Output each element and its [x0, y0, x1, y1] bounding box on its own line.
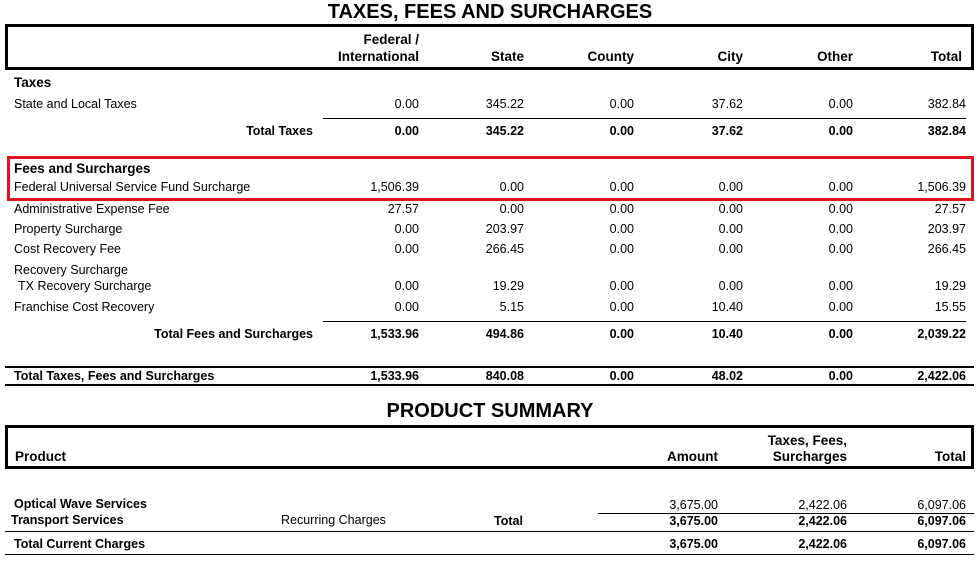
col-tfs-line2: Surcharges: [772, 449, 847, 464]
row-other: 0.00: [828, 202, 853, 216]
fees-section-label: Fees and Surcharges: [14, 161, 151, 176]
product-amount: 3,675.00: [669, 498, 718, 512]
row-federal: 0.00: [394, 97, 419, 111]
col-product: Product: [15, 449, 67, 464]
row-city: 0.00: [718, 242, 743, 256]
row-state: 840.08: [485, 369, 524, 383]
row-county: 0.00: [609, 242, 634, 256]
transport-label: Transport Services: [11, 513, 124, 527]
total-fees-label: Total Fees and Surcharges: [154, 327, 313, 341]
current-tfs: 2,422.06: [798, 537, 847, 551]
row-state: 203.97: [485, 222, 524, 236]
row-other: 0.00: [828, 124, 853, 138]
row-other: 0.00: [828, 97, 853, 111]
row-other: 0.00: [828, 242, 853, 256]
taxes-title: TAXES, FEES AND SURCHARGES: [327, 1, 653, 23]
row-city: 0.00: [718, 279, 743, 293]
row-county: 0.00: [609, 327, 634, 341]
row-state: 0.00: [499, 180, 524, 194]
row-county: 0.00: [609, 124, 634, 138]
row-other: 0.00: [828, 279, 853, 293]
row-total: 19.29: [934, 279, 966, 293]
row-state: 494.86: [485, 327, 524, 341]
divider: [5, 384, 974, 386]
divider: [323, 118, 966, 119]
recovery-group-label: Recovery Surcharge: [14, 263, 128, 277]
row-city: 0.00: [718, 202, 743, 216]
row-city: 10.40: [711, 300, 743, 314]
row-state: 345.22: [485, 97, 524, 111]
row-federal: 0.00: [394, 222, 419, 236]
row-county: 0.00: [609, 97, 634, 111]
row-other: 0.00: [828, 180, 853, 194]
row-state: 19.29: [492, 279, 524, 293]
col-ps-total: Total: [934, 449, 966, 464]
row-federal: 1,506.39: [370, 180, 419, 194]
row-federal: 0.00: [394, 124, 419, 138]
total-taxes-label: Total Taxes: [246, 124, 313, 138]
row-total: 382.84: [927, 97, 966, 111]
subtotal-label: Total: [494, 514, 523, 528]
row-total: 203.97: [927, 222, 966, 236]
row-total: 266.45: [927, 242, 966, 256]
current-amount: 3,675.00: [669, 537, 718, 551]
divider: [323, 321, 966, 322]
product-summary-title: PRODUCT SUMMARY: [386, 400, 594, 422]
row-other: 0.00: [828, 222, 853, 236]
taxes-section-label: Taxes: [14, 75, 52, 90]
col-tfs-line1: Taxes, Fees,: [767, 433, 847, 448]
grand-total-label: Total Taxes, Fees and Surcharges: [14, 369, 215, 383]
transport-tfs: 2,422.06: [798, 514, 847, 528]
row-state: 5.15: [499, 300, 524, 314]
col-other: Other: [816, 49, 853, 64]
col-city: City: [717, 49, 743, 64]
row-label: Property Surcharge: [14, 222, 123, 236]
row-other: 0.00: [828, 369, 853, 383]
col-county: County: [587, 49, 634, 64]
row-federal: 0.00: [394, 242, 419, 256]
row-other: 0.00: [828, 327, 853, 341]
row-total: 27.57: [934, 202, 966, 216]
col-federal-line1: Federal /: [363, 32, 419, 47]
row-county: 0.00: [609, 180, 634, 194]
row-other: 0.00: [828, 300, 853, 314]
row-federal: 27.57: [387, 202, 419, 216]
row-state: 345.22: [485, 124, 524, 138]
row-total: 382.84: [927, 124, 966, 138]
transport-total: 6,097.06: [917, 514, 966, 528]
row-city: 0.00: [718, 180, 743, 194]
transport-amount: 3,675.00: [669, 514, 718, 528]
row-total: 2,422.06: [917, 369, 966, 383]
col-state: State: [490, 49, 524, 64]
product-total: 6,097.06: [917, 498, 966, 512]
row-federal: 0.00: [394, 300, 419, 314]
row-state: 0.00: [499, 202, 524, 216]
row-label: Federal Universal Service Fund Surcharge: [14, 180, 251, 194]
row-county: 0.00: [609, 279, 634, 293]
col-total: Total: [930, 49, 962, 64]
product-name: Optical Wave Services: [14, 497, 147, 511]
col-amount: Amount: [667, 449, 718, 464]
row-total: 15.55: [934, 300, 966, 314]
row-label: TX Recovery Surcharge: [18, 279, 152, 293]
row-label: Cost Recovery Fee: [14, 242, 121, 256]
row-state: 266.45: [485, 242, 524, 256]
row-county: 0.00: [609, 222, 634, 236]
divider: [5, 531, 974, 532]
current-charges-label: Total Current Charges: [14, 537, 146, 551]
row-city: 10.40: [711, 327, 743, 341]
row-federal: 1,533.96: [370, 369, 419, 383]
row-county: 0.00: [609, 300, 634, 314]
row-label: Franchise Cost Recovery: [14, 300, 155, 314]
product-tfs: 2,422.06: [798, 498, 847, 512]
row-total: 2,039.22: [917, 327, 966, 341]
row-county: 0.00: [609, 202, 634, 216]
row-city: 48.02: [711, 369, 743, 383]
row-city: 37.62: [711, 124, 743, 138]
col-federal-line2: International: [337, 49, 419, 64]
divider: [5, 366, 974, 368]
current-total: 6,097.06: [917, 537, 966, 551]
recurring-label: Recurring Charges: [281, 513, 386, 527]
divider: [5, 554, 974, 555]
row-total: 1,506.39: [917, 180, 966, 194]
row-federal: 0.00: [394, 279, 419, 293]
row-city: 0.00: [718, 222, 743, 236]
row-city: 37.62: [711, 97, 743, 111]
row-label: State and Local Taxes: [14, 97, 137, 111]
row-federal: 1,533.96: [370, 327, 419, 341]
highlight-box: [7, 156, 974, 201]
row-label: Administrative Expense Fee: [14, 202, 170, 216]
row-county: 0.00: [609, 369, 634, 383]
